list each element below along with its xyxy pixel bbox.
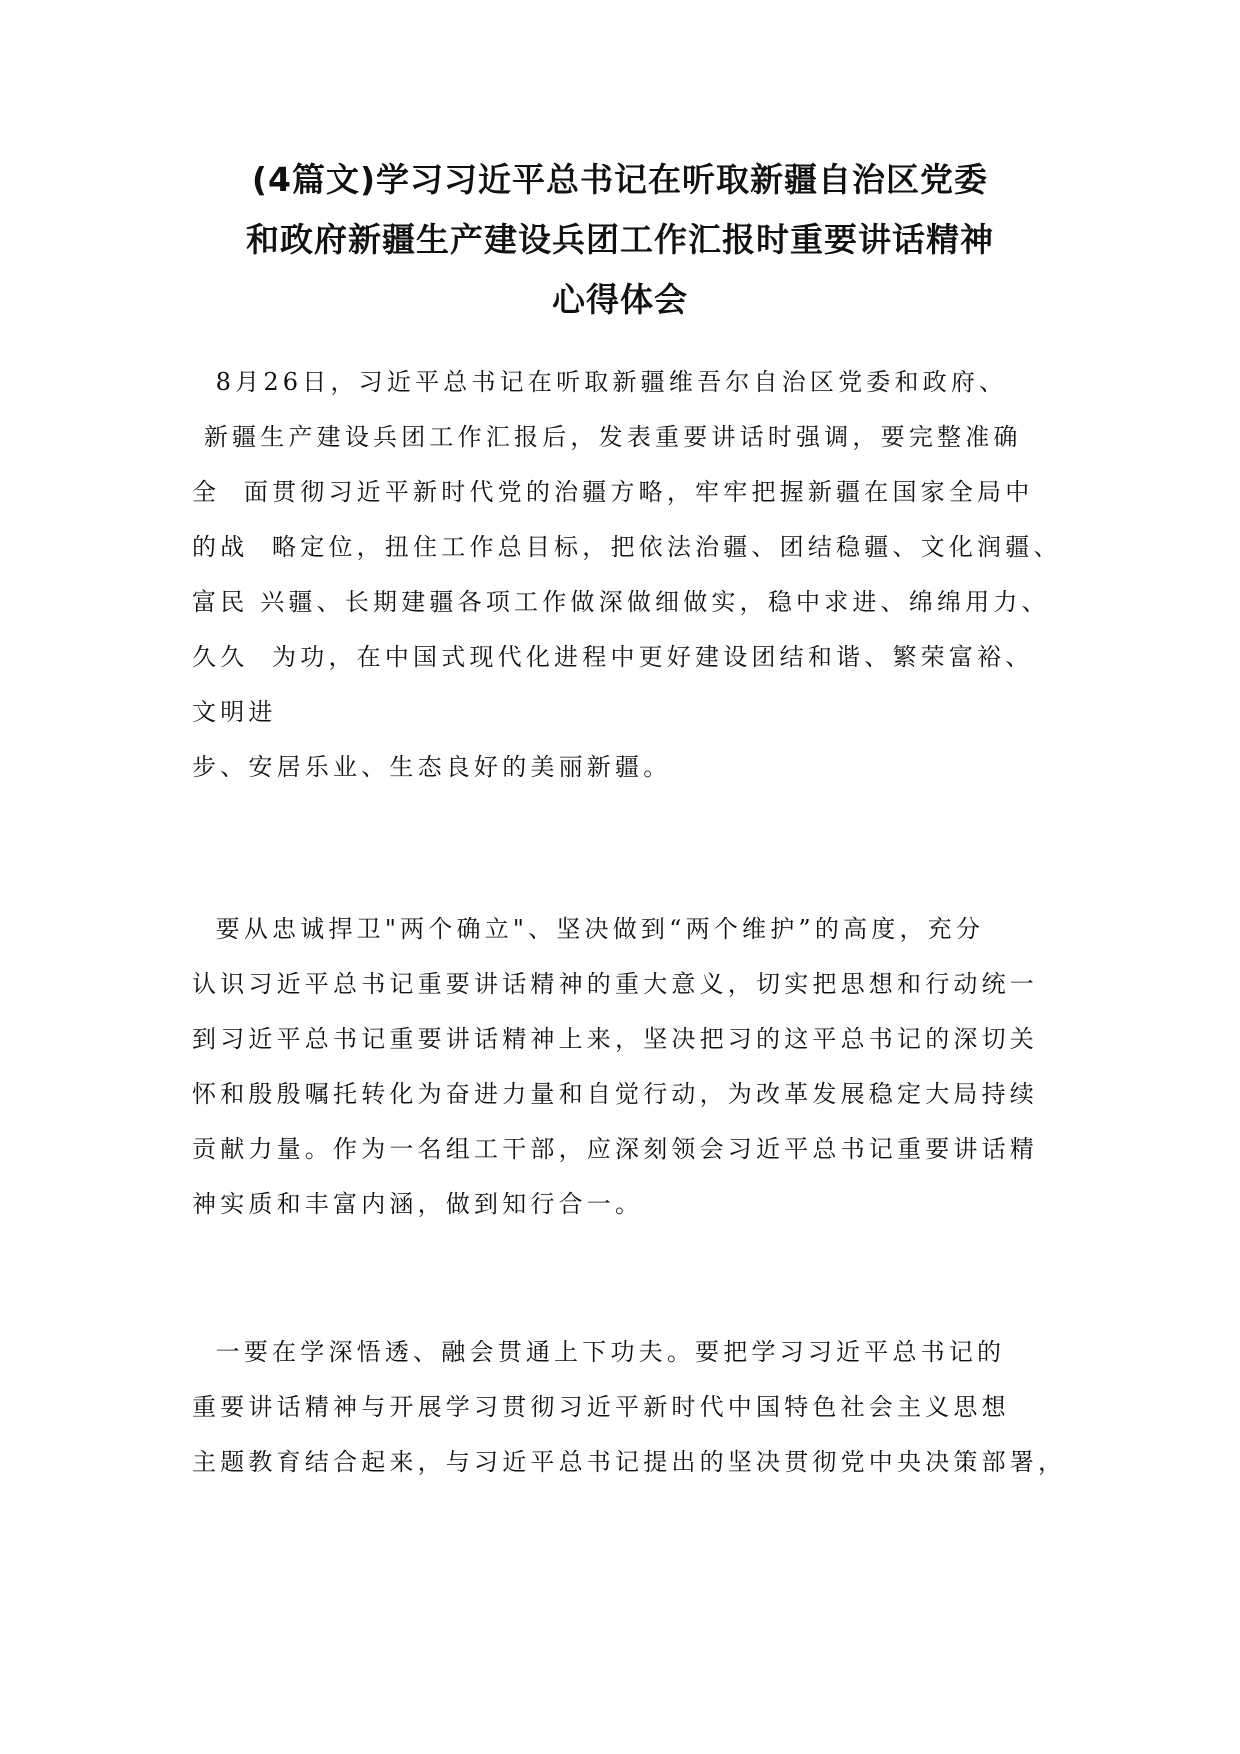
paragraph-line: 主题教育结合起来，与习近平总书记提出的坚决贯彻党中央决策部署，: [192, 1448, 1067, 1476]
paragraph-line: 新疆生产建设兵团工作汇报后，发表重要讲话时强调，要完整准确: [192, 423, 1022, 451]
paragraph-line: 富民 兴疆、长期建疆各项工作做深做细做实，稳中求进、绵绵用力、: [192, 588, 1050, 616]
paragraph-line: 的战 略定位，扭住工作总目标，把依法治疆、团结稳疆、文化润疆、: [192, 533, 1062, 561]
document-title-line-3: 心得体会: [552, 280, 688, 319]
paragraph-line: 到习近平总书记重要讲话精神上来，坚决把习的这平总书记的深切关: [192, 1025, 1038, 1053]
document-title-line-2: 和政府新疆生产建设兵团工作汇报时重要讲话精神: [246, 220, 994, 259]
paragraph-line: 怀和殷殷嘱托转化为奋进力量和自觉行动，为改革发展稳定大局持续: [192, 1080, 1038, 1108]
paragraph-line: 8月26日，习近平总书记在听取新疆维吾尔自治区党委和政府、: [192, 368, 1008, 396]
paragraph-line: 贡献力量。作为一名组工干部，应深刻领会习近平总书记重要讲话精: [192, 1135, 1038, 1163]
paragraph-line: 步、安居乐业、生态良好的美丽新疆。: [192, 753, 672, 781]
paragraph-line: 神实质和丰富内涵，做到知行合一。: [192, 1190, 644, 1218]
paragraph-line: 久久 为功，在中国式现代化进程中更好建设团结和谐、繁荣富裕、: [192, 643, 1034, 671]
paragraph-line: 认识习近平总书记重要讲话精神的重大意义，切实把思想和行动统一: [192, 970, 1038, 998]
paragraph-line: 文明进: [192, 698, 277, 726]
paragraph-line: 全 面贯彻习近平新时代党的治疆方略，牢牢把握新疆在国家全局中: [192, 478, 1034, 506]
paragraph-line: 重要讲话精神与开展学习贯彻习近平新时代中国特色社会主义思想: [192, 1393, 1010, 1421]
document-title-line-1: (4篇文)学习习近平总书记在听取新疆自治区党委: [251, 160, 989, 199]
paragraph-line: 要从忠诚捍卫"两个确立"、坚决做到“两个维护”的高度，充分: [192, 915, 985, 943]
paragraph-line: 一要在学深悟透、融会贯通上下功夫。要把学习习近平总书记的: [192, 1338, 1006, 1366]
